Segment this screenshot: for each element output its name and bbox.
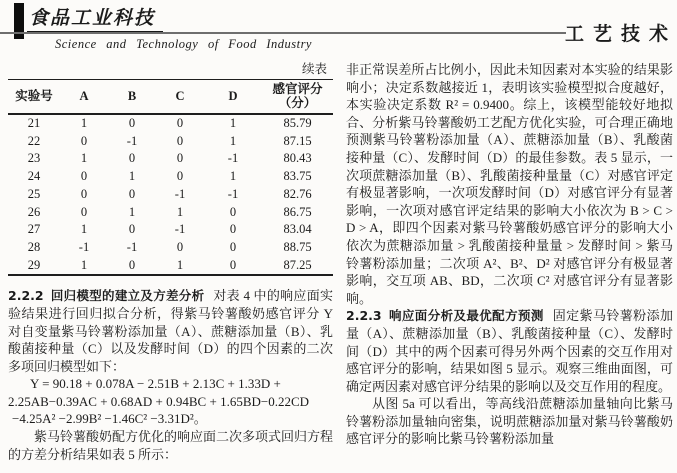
table-header-row: [8, 80, 333, 115]
table-cell: 83.75: [283, 169, 312, 184]
table-row: [8, 204, 333, 222]
table-cell: -1: [126, 239, 138, 254]
table-row: [8, 239, 333, 257]
table-cell: 88.75: [283, 239, 312, 254]
table-cell: 1: [80, 257, 88, 272]
equation-line: Y = 90.18 + 0.078A − 2.51B + 2.13C + 1.33D +: [30, 376, 281, 392]
table-cell: 1: [229, 116, 237, 130]
column-header-a: A: [60, 80, 108, 115]
table-cell: 1: [128, 169, 136, 184]
equation-line: −4.25A² −2.99B² −1.46C² −3.31D²。: [12, 411, 207, 427]
table-cell: 1: [128, 204, 136, 219]
table-row: [8, 168, 333, 186]
table-cell: 87.25: [283, 257, 312, 272]
table-continued-label: 续表: [301, 62, 327, 76]
left-column: [8, 60, 333, 463]
table-cell: -1: [78, 239, 90, 254]
factor-table-body: [8, 114, 333, 275]
section-number: 2.2.3: [346, 308, 382, 324]
table-cell: 0: [229, 222, 237, 237]
factor-table-header: [8, 80, 333, 115]
table-cell: 1: [80, 222, 88, 237]
table-cell: 0: [80, 133, 88, 148]
table-cell: 0: [176, 151, 184, 166]
column-header-sensory-score: 感官评分（分）: [262, 80, 333, 115]
left-closing-paragraph: 紫马铃薯酸奶配方优化的响应面二次多项式回归方程的方差分析结果如表 5 所示：: [8, 429, 334, 462]
header-divider-rule: [0, 32, 566, 34]
table-cell: 23: [27, 151, 41, 166]
table-cell: 28: [27, 239, 41, 254]
regression-equation: [8, 375, 333, 428]
right-column: [346, 61, 673, 448]
table-row: [8, 257, 333, 276]
table-cell: 1: [176, 204, 184, 219]
column-header-d: D: [204, 80, 262, 115]
equation-line: 2.25AB−0.39AC + 0.68AD + 0.94BC + 1.65BD−0.22CD: [8, 393, 310, 409]
section-body-text: 固定紫马铃薯粉添加量（A）、蔗糖添加量（B）、乳酸菌接种量（C）、发酵时间（D）其中的两个因素可得另外两个因素的交互作用对感官评分的影响，结果如图 5 显示。观察三维曲面图，可确定两因素对感官评分结果的影响以及交互作用的程度。: [346, 308, 673, 394]
table-cell: 0: [128, 151, 136, 166]
column-header-c: C: [156, 80, 204, 115]
table-cell: 0: [229, 239, 237, 254]
section-title: 响应面分析及最优配方预测: [388, 308, 544, 324]
factor-table: [8, 79, 333, 276]
table-cell: 0: [128, 186, 136, 201]
section-2-2-2-paragraph: [8, 287, 333, 375]
section-2-2-3-paragraph: [346, 307, 673, 395]
table-cell: 82.76: [283, 186, 312, 201]
table-cell: -1: [227, 151, 239, 166]
table-cell: 85.79: [283, 116, 312, 130]
table-cell: 0: [176, 133, 184, 148]
table-cell: 1: [229, 169, 237, 184]
table-cell: 27: [27, 222, 41, 237]
table-cell: 0: [176, 169, 184, 184]
table-cell: 87.15: [283, 133, 312, 148]
table-cell: 0: [229, 204, 237, 219]
table-cell: 1: [229, 133, 237, 148]
table-cell: 0: [229, 257, 237, 272]
journal-section-label: 工艺技术: [564, 23, 677, 45]
table-cell: 83.04: [283, 222, 312, 237]
table-cell: 22: [27, 133, 41, 148]
table-row: [8, 186, 333, 204]
table-row: [8, 133, 333, 151]
table-cell: 86.75: [283, 204, 312, 219]
journal-logo-chinese: 食品工业科技: [27, 3, 163, 33]
table-cell: 0: [176, 116, 184, 130]
table-row: [8, 150, 333, 168]
table-cell: 21: [27, 116, 41, 130]
table-cell: 24: [27, 169, 41, 184]
table-cell: 0: [128, 222, 136, 237]
table-cell: -1: [126, 133, 138, 148]
table-cell: 0: [80, 169, 88, 184]
section-body-text: 对表 4 中的响应面实验结果进行回归拟合分析，得紫马铃薯酸奶感官评分 Y 对自变量紫马铃薯粉添加量（A）、蔗糖添加量（B）、乳酸菌接种量（C）以及发酵时间（D）的四个因素的二次多项回归模型如下：: [8, 288, 333, 374]
table-cell: 1: [80, 151, 88, 166]
section-number: 2.2.2: [8, 288, 44, 304]
journal-name-english: Science and Technology of Food Industry: [55, 37, 312, 51]
table-cell: 0: [176, 239, 184, 254]
table-cell: 1: [80, 116, 88, 130]
table-cell: 0: [128, 257, 136, 272]
column-header-b: B: [108, 80, 156, 115]
table-cell: 1: [176, 257, 184, 272]
table-cell: 29: [27, 257, 41, 272]
table-cell: 0: [80, 186, 88, 201]
body-paragraph-figure5a: 从图 5a 可以看出，等高线沿蔗糖添加量轴向比紫马铃薯粉添加量轴向密集，说明蔗糖添加量对紫马铃薯酸奶感官评分的影响比紫马铃薯粉添加量: [346, 396, 673, 447]
table-cell: -1: [227, 186, 239, 201]
body-paragraph-continuation: 非正常误差所占比例小，因此未知因素对本实验的结果影响小；决定系数越接近 1，表明该实验模型拟合度越好，本实验决定系数 R² = 0.9400。综上，该模型能较好地拟合、分析紫马铃薯酸奶工艺配方优化实验，可合理正确地预测紫马铃薯粉添加量（A）、蔗糖添加量（B）、乳酸菌接种量（C）、发酵时间（D）的最佳参数。表 5 显示，一次项蔗糖添加量（B）、乳酸菌接种量量（C）对感官评定有极显著影响，一次项发酵时间（D）对感官评分有显著影响，一次项对感官评定结果的影响大小依次为 B > C > D > A，即四个因素对紫马铃薯酸奶感官评分的影响大小依次为蔗糖添加量 > 乳酸菌接种量量 > 发酵时间 > 紫马铃薯粉添加量；二次项 A²、B²、D² 对感官评分有极显著影响，交互项 AB、BD，二次项 C² 对感官评分有显著影响。: [346, 62, 673, 306]
table-cell: 0: [80, 204, 88, 219]
table-cell: 25: [27, 186, 41, 201]
table-cell: -1: [174, 186, 186, 201]
table-cell: 80.43: [283, 151, 312, 166]
table-row: [8, 221, 333, 239]
section-title: 回归模型的建立及方差分析: [50, 288, 205, 304]
table-cell: -1: [174, 222, 186, 237]
table-cell: 26: [27, 204, 41, 219]
table-row: [8, 114, 333, 133]
column-header-experiment-no: 实验号: [8, 80, 60, 115]
table-cell: 0: [128, 116, 136, 130]
